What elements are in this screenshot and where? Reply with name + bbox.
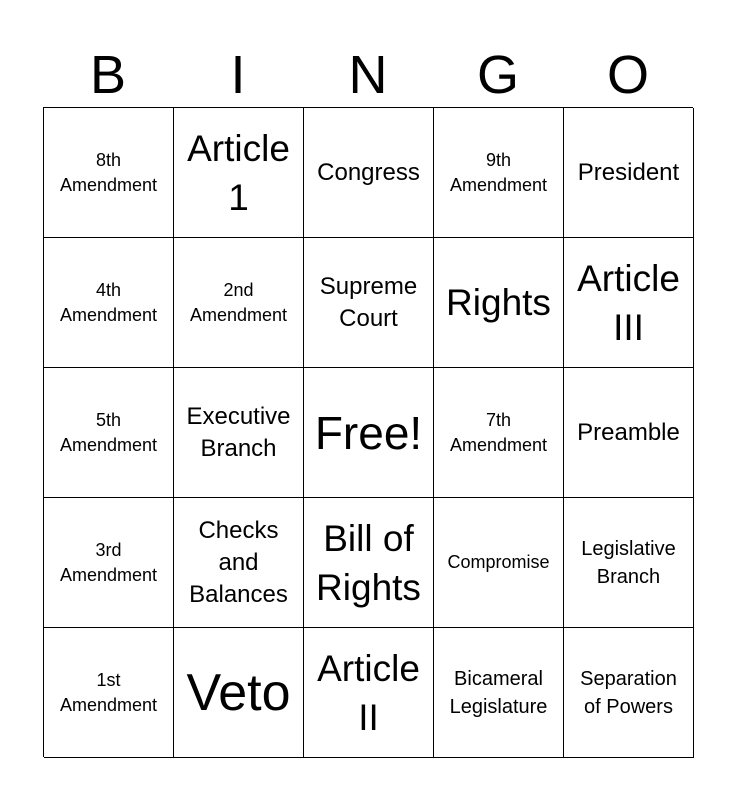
cell-label: 8th Amendment xyxy=(59,149,158,195)
cell-label: Preamble xyxy=(577,418,680,446)
cell-label: Compromise xyxy=(447,552,550,572)
free-space-cell[interactable] xyxy=(304,368,434,498)
cell-label: Congress xyxy=(317,158,420,186)
bingo-cell[interactable] xyxy=(304,628,434,758)
free-space-label: Free! xyxy=(314,406,423,459)
cell-label: Separation of Powers xyxy=(580,667,677,718)
cell-label: Legislative Branch xyxy=(581,537,676,588)
bingo-cell[interactable] xyxy=(174,628,304,758)
bingo-cell[interactable] xyxy=(44,498,174,628)
cell-label: 7th Amendment xyxy=(449,409,548,455)
cell-label: Bicameral Legislature xyxy=(449,667,548,718)
header-letter-i: I xyxy=(230,45,246,105)
bingo-cell[interactable] xyxy=(174,368,304,498)
cell-label: 5th Amendment xyxy=(59,409,158,455)
bingo-board xyxy=(43,107,693,757)
bingo-cell[interactable] xyxy=(44,108,174,238)
bingo-cell[interactable] xyxy=(564,238,694,368)
cell-label: Article II xyxy=(317,647,420,738)
bingo-cell[interactable] xyxy=(564,108,694,238)
bingo-cell[interactable] xyxy=(434,108,564,238)
bingo-cell[interactable] xyxy=(174,498,304,628)
bingo-cell[interactable] xyxy=(564,628,694,758)
bingo-cell[interactable] xyxy=(44,628,174,758)
bingo-cell[interactable] xyxy=(564,368,694,498)
bingo-cell[interactable] xyxy=(44,368,174,498)
bingo-cell[interactable] xyxy=(434,628,564,758)
cell-label: Executive Branch xyxy=(186,402,291,462)
bingo-cell[interactable] xyxy=(304,108,434,238)
cell-label: Article 1 xyxy=(187,127,290,218)
bingo-cell[interactable] xyxy=(174,108,304,238)
cell-label: Bill of Rights xyxy=(316,517,421,608)
cell-label: 4th Amendment xyxy=(59,279,158,325)
header-letter-g: G xyxy=(476,45,519,105)
header-letter-o: O xyxy=(606,45,649,105)
bingo-cell[interactable] xyxy=(304,498,434,628)
cell-label: 3rd Amendment xyxy=(59,539,158,585)
cell-label: President xyxy=(577,158,680,186)
bingo-cell[interactable] xyxy=(434,368,564,498)
bingo-cell[interactable] xyxy=(434,238,564,368)
bingo-cell[interactable] xyxy=(564,498,694,628)
cell-label: Supreme Court xyxy=(319,272,418,332)
cell-label: Article III xyxy=(577,257,680,348)
bingo-cell[interactable] xyxy=(174,238,304,368)
cell-label: Veto xyxy=(186,663,291,722)
cell-label: 9th Amendment xyxy=(449,149,548,195)
cell-label: Checks and Balances xyxy=(189,516,288,608)
header-letter-b: B xyxy=(89,45,127,105)
cell-label: Rights xyxy=(446,282,551,323)
bingo-cell[interactable] xyxy=(434,498,564,628)
bingo-header xyxy=(43,45,693,105)
header-letter-n: N xyxy=(348,45,388,105)
bingo-cell[interactable] xyxy=(304,238,434,368)
cell-label: 2nd Amendment xyxy=(189,279,288,325)
bingo-cell[interactable] xyxy=(44,238,174,368)
cell-label: 1st Amendment xyxy=(59,669,158,715)
